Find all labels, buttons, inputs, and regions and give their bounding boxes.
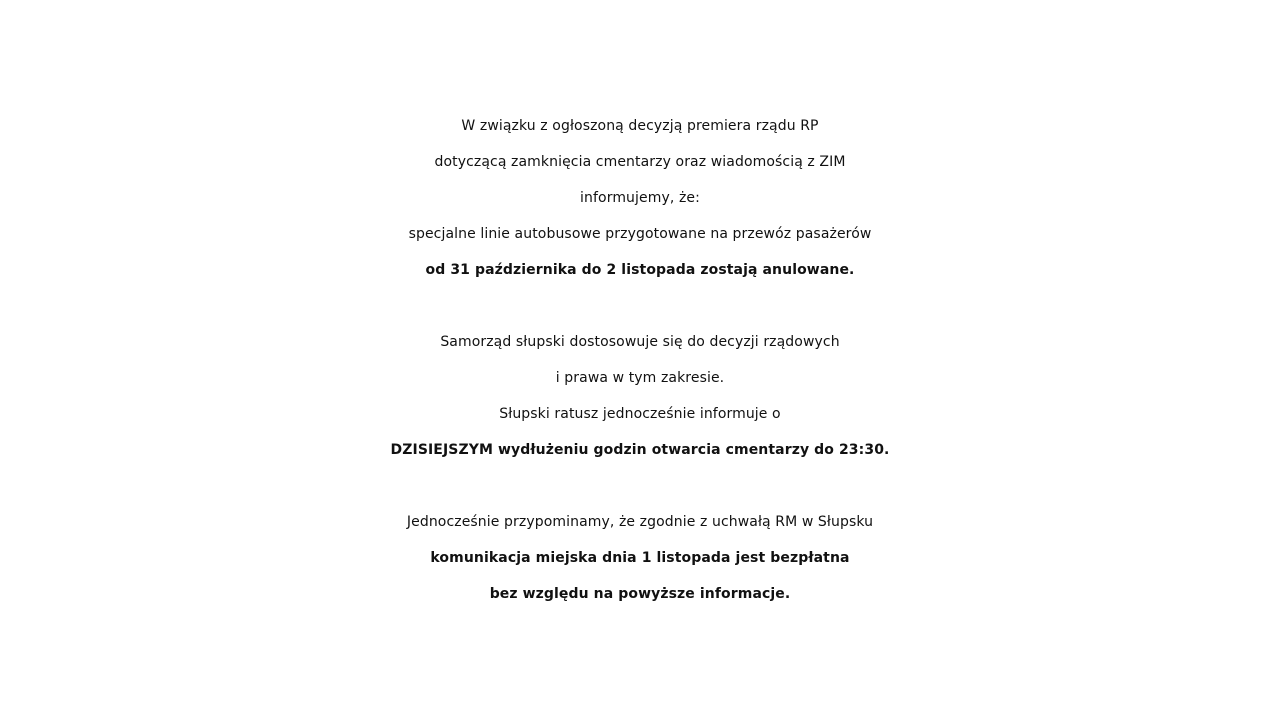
announcement-line-bold: DZISIEJSZYM wydłużeniu godzin otwarcia cmentarzy do 23:30. (390, 442, 890, 458)
announcement-line-bold: od 31 października do 2 listopada zostają anulowane. (425, 262, 855, 278)
announcement-line: i prawa w tym zakresie. (555, 370, 725, 386)
announcement-line: Samorząd słupski dostosowuje się do decyzji rządowych (440, 334, 840, 350)
announcement-line: Słupski ratusz jednocześnie informuje o (499, 406, 781, 422)
paragraph-opening-hours (0, 324, 1280, 468)
paragraph-spacer (0, 288, 1280, 324)
announcement-line: informujemy, że: (580, 190, 700, 206)
announcement-line: Jednocześnie przypominamy, że zgodnie z uchwałą RM w Słupsku (406, 514, 874, 530)
announcement-line: dotyczącą zamknięcia cmentarzy oraz wiadomością z ZIM (434, 154, 846, 170)
paragraph-spacer (0, 468, 1280, 504)
announcement-line-bold: komunikacja miejska dnia 1 listopada jest bezpłatna (430, 550, 850, 566)
announcement-line: specjalne linie autobusowe przygotowane na przewóz pasażerów (408, 226, 872, 242)
paragraph-free-transport (0, 504, 1280, 612)
paragraph-cemetery-closure (0, 108, 1280, 288)
announcement-line-bold: bez względu na powyższe informacje. (489, 586, 791, 602)
announcement-text (0, 108, 1280, 612)
announcement-line: W związku z ogłoszoną decyzją premiera rządu RP (461, 118, 819, 134)
